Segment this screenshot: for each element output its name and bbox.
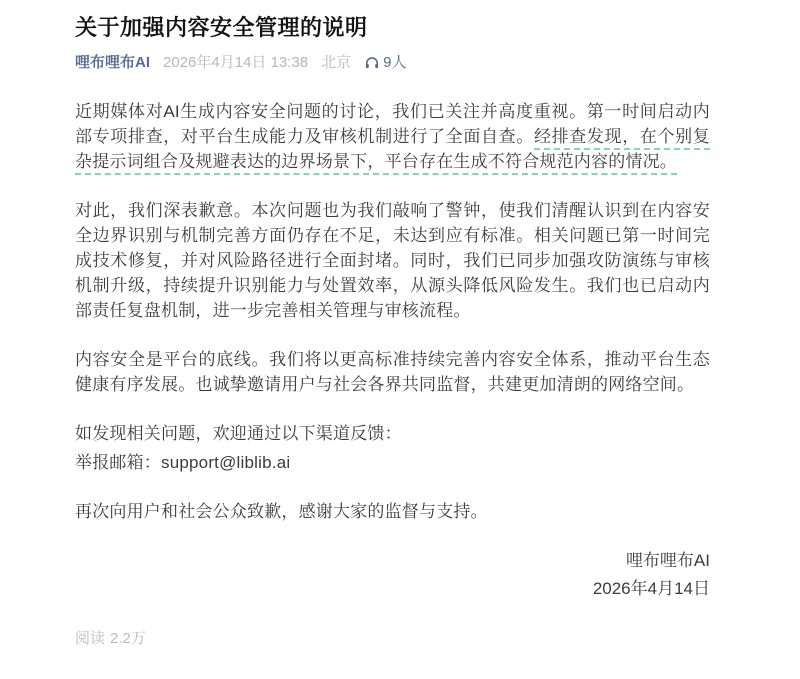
paragraph-3: 内容安全是平台的底线。我们将以更高标准持续完善内容安全体系，推动平台生态健康有序发展。也诚挚邀请用户与社会各界共同监督，共建更加清朗的网络空间。 [75, 350, 710, 394]
signature-name: 哩布哩布AI [625, 551, 710, 570]
listener-count: 9人 [383, 54, 407, 71]
report-email-label: 举报邮箱： [75, 453, 161, 472]
reads-label: 阅读 [75, 630, 106, 647]
paragraph-1-text: 近期媒体对AI生成内容安全问题的讨论，我们已关注并高度重视。第一时间启动内部专项排查，对平台生成能力及审核机制进行了全面自查。 [75, 102, 710, 146]
paragraph-2: 对此，我们深表歉意。本次问题也为我们敲响了警钟，使我们清醒认识到在内容安全边界识别与机制完善方面仍存在不足，未达到应有标准。相关问题已第一时间完成技术修复，并对风险路径进行全面封堵。同时，我们已同步加强攻防演练与审核机制升级，持续提升识别能力与处置效率，从源头降低风险发生。我们也已启动内部责任复盘机制，进一步完善相关管理与审核流程。 [75, 201, 710, 320]
paragraph-feedback-intro: 如发现相关问题，欢迎通过以下渠道反馈： [75, 424, 402, 443]
author-link[interactable]: 哩布哩布AI [75, 54, 151, 71]
article-meta [75, 53, 710, 73]
audio-listen-widget[interactable] [364, 53, 406, 73]
paragraph-1-marked-sentence: 经排查发现，在个别复杂提示词组合及规避表达的边界场景下，平台存在生成不符合规范内容的情况。 [75, 127, 710, 175]
reads-count: 2.2万 [110, 630, 146, 647]
paragraph-report-email [75, 450, 710, 475]
headphones-icon [364, 55, 383, 71]
read-count-row [75, 629, 710, 649]
report-email-address: support@liblib.ai [161, 453, 291, 472]
paragraph-1 [75, 99, 710, 174]
signature-block [75, 548, 710, 601]
paragraph-apology: 再次向用户和社会公众致歉，感谢大家的监督与支持。 [75, 502, 488, 521]
publish-datetime: 2026年4月14日 13:38 [163, 54, 309, 71]
publish-location: 北京 [321, 54, 352, 71]
signature-date: 2026年4月14日 [592, 579, 710, 598]
page-title: 关于加强内容安全管理的说明 [75, 15, 368, 40]
article-body [75, 99, 710, 524]
